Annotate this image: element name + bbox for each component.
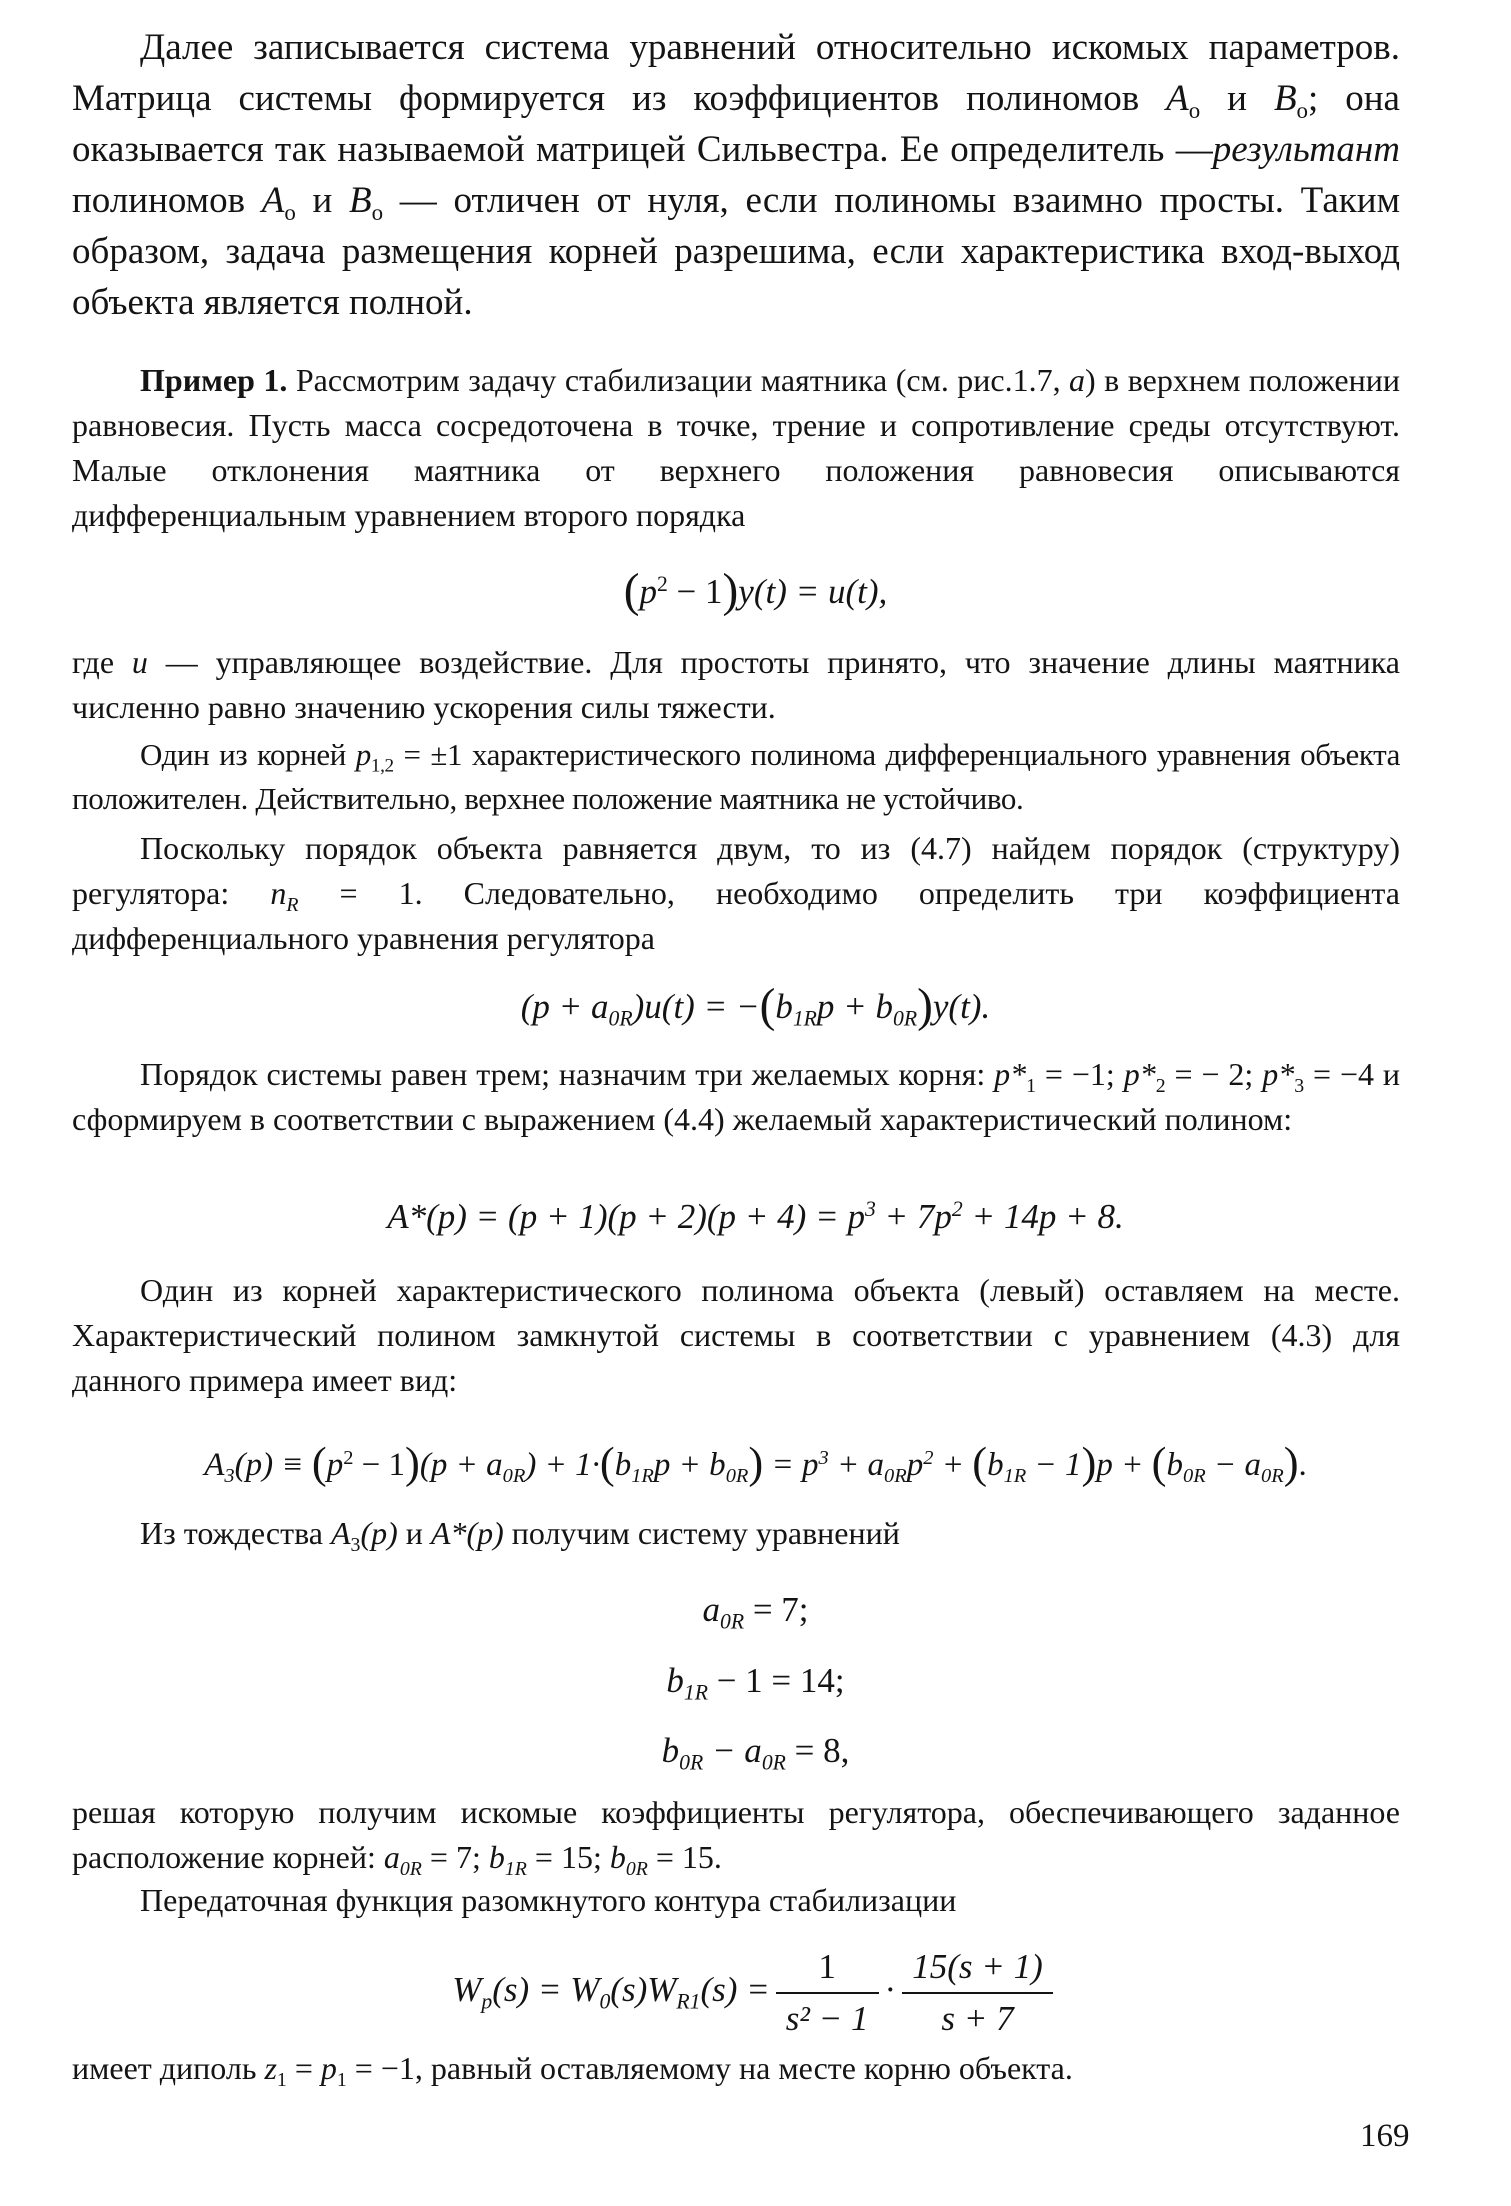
system-equation-3: $b_{0R} - a_{0R} = 8$,	[661, 1731, 850, 1775]
fraction-1: $\frac{1}{\text{s² − 1}}$	[776, 1944, 879, 2042]
intro-paragraph: Далее записывается система уравнений относительно искомых параметров. Матрица системы формируется из коэффициентов полиномов $A_о$ и $B_о$; она оказывается так называемой матрицей Сильвестра. Ее определитель —результант полиномов $A_о$ и $B_о$ — отличен от нуля, если полиномы взаимно просты. Таким образом, задача размещения корней разрешима, если характеристика вход-выход объекта является полной.	[72, 27, 1400, 323]
system-equation-2: $b_{1R} - 1 = 14$;	[666, 1661, 845, 1705]
closed-loop-equation: $A_3(p) \equiv (p^2 - 1)(p + a_{0R}) + 1\cdot(b_{1R}p + b_{0R}) = p^3 + a_{0R}p^2 + (b_{1R} - 1)p + (b_{0R} - a_{0R})$.	[204, 1437, 1307, 1488]
transfer-paragraph: Передаточная функция разомкнутого контура стабилизации	[140, 1882, 957, 1918]
identity-paragraph: Из тождества $A_3(p)$ и A*(p) получим систему уравнений	[140, 1515, 900, 1556]
example-paragraph: Пример 1. Рассмотрим задачу стабилизации маятника (см. рис.1.7, а) в верхнем положении равновесия. Пусть масса сосредоточена в точке, трение и сопротивление среды отсутствуют. Малые отклонения маятника от верхнего положения равновесия описываются дифференциальным уравнением второго порядка	[72, 362, 1401, 533]
system-equation-1: $a_{0R} = 7$;	[702, 1590, 809, 1634]
term-resultant: результант	[1212, 129, 1400, 170]
order-paragraph: Поскольку порядок объекта равняется двум, то из (4.7) найдем порядок (структуру) регулятора: $n_R = 1$. Следовательно, необходимо определить три коэффициента дифференциального уравнения регулятора	[72, 830, 1401, 956]
desired-polynomial-equation: $A*(p) = (p + 1)(p + 2)(p + 4) = p^3 + 7p^2 + 14p + 8$.	[387, 1197, 1124, 1236]
example-label: Пример 1.	[140, 362, 288, 398]
regulator-equation: $(p + a_{0R})u(t) = -(b_{1R}p + b_{0R})y(t)$.	[520, 979, 991, 1032]
where-paragraph: где u — управляющее воздействие. Для простоты принято, что значение длины маятника численно равно значению ускорения силы тяжести.	[72, 644, 1401, 725]
fraction-2: $\frac{15(s + 1)}{s + 7}$	[902, 1944, 1053, 2042]
solving-paragraph: решая которую получим искомые коэффициенты регулятора, обеспечивающего заданное расположение корней: $a_{0R} = 7$; $b_{1R} = 15$; $b_{0R} = 15$.	[72, 1794, 1400, 1880]
page-number: 169	[1360, 2118, 1410, 2154]
roots-paragraph: Один из корней $p_{1,2} = \pm 1$ характеристического полинома дифференциального уравнения объекта положителен. Действительно, верхнее положение маятника не устойчиво.	[72, 737, 1400, 816]
left-root-paragraph: Один из корней характеристического полинома объекта (левый) оставляем на месте. Характеристический полином замкнутой системы в соответствии с уравнением (4.3) для данного примера имеет вид:	[72, 1272, 1400, 1398]
system-order-paragraph: Порядок системы равен трем; назначим три желаемых корня: $p*_1 = -1$; $p*_2$ = − 2; $p*_3 = -4$ и сформируем в соответствии с выражением (4.4) желаемый характеристический полином:	[72, 1056, 1401, 1137]
transfer-function-equation: $W_p(s) = W_0(s)W_{R1}(s)$ = $\frac{1}{\text{s² − 1}}$ · $\frac{15(s + 1)}{s + 7}$	[0, 1940, 1511, 2042]
dipole-paragraph: имеет диполь $z_1 = p_1 = -1$, равный оставляемому на месте корню объекта.	[72, 2050, 1073, 2091]
pendulum-equation: $(p^2 - 1)y(t) = u(t)$,	[623, 564, 888, 617]
